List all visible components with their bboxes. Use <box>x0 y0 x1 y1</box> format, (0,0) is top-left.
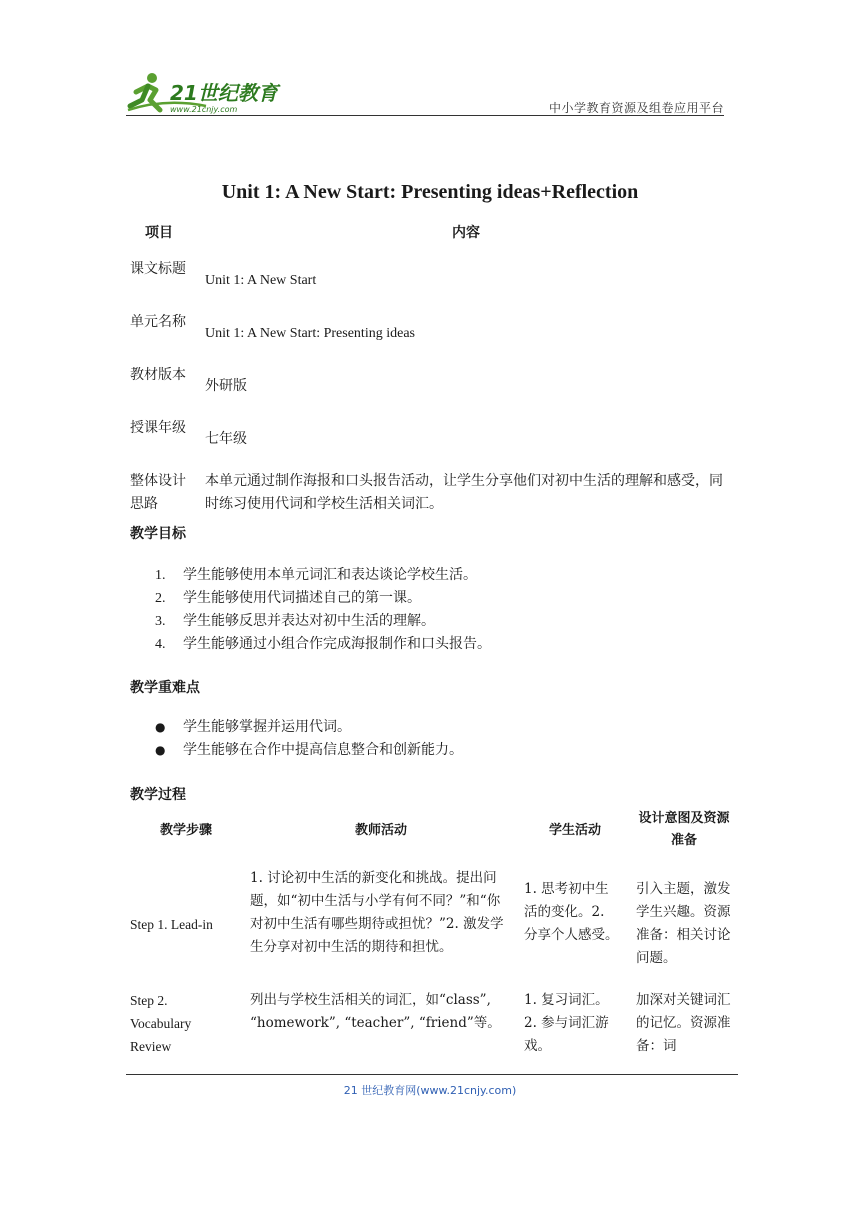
process-header-student: 学生活动 <box>548 823 601 838</box>
info-label-edition: 教材版本 <box>130 367 186 383</box>
info-value-grade: 七年级 <box>205 431 247 447</box>
process-purpose-2: 加深对关键词汇的记忆。资源准备：词 <box>636 992 731 1054</box>
list-number: 2. <box>155 591 166 606</box>
info-header-item: 项目 <box>145 225 173 241</box>
list-text: 学生能够在合作中提高信息整合和创新能力。 <box>183 742 463 758</box>
list-number: 3. <box>155 614 166 629</box>
list-number: 4. <box>155 637 166 652</box>
list-text: 学生能够掌握并运用代词。 <box>183 719 351 735</box>
process-teacher-1: 1. 讨论初中生活的新变化和挑战。提出问题，如“初中生活与小学有何不同？”和“你对初中生活有哪些期待或担忧？”2. 激发学生分享对初中生活的期待和担忧。 <box>250 870 504 955</box>
list-item <box>155 717 351 737</box>
process-header-teacher: 教师活动 <box>354 823 407 838</box>
logo-text: 21世纪教育 <box>170 81 278 105</box>
bullet-icon: ● <box>155 720 166 734</box>
runner-logo-icon <box>126 70 296 116</box>
process-header-purpose: 设计意图及资源准备 <box>638 811 730 848</box>
info-label-unit: 单元名称 <box>130 314 186 330</box>
list-item <box>155 565 477 586</box>
process-heading: 教学过程 <box>130 787 186 803</box>
info-label-design: 整体设计思路 <box>130 473 186 512</box>
process-student-2: 1. 复习词汇。2. 参与词汇游戏。 <box>524 992 609 1054</box>
list-text: 学生能够使用代词描述自己的第一课。 <box>183 590 421 606</box>
process-step-2: Step 2. Vocabulary Review <box>130 993 192 1054</box>
list-item <box>155 588 421 609</box>
process-purpose-1: 引入主题，激发学生兴趣。资源准备：相关讨论问题。 <box>636 881 731 966</box>
info-value-title: Unit 1: A New Start <box>205 273 317 288</box>
list-item <box>155 740 463 760</box>
platform-name: 中小学教育资源及组卷应用平台 <box>548 101 724 115</box>
list-text: 学生能够反思并表达对初中生活的理解。 <box>183 613 435 629</box>
info-value-edition: 外研版 <box>205 378 247 394</box>
process-step-1: Step 1. Lead-in <box>130 917 213 932</box>
list-item <box>155 634 491 655</box>
info-value-unit: Unit 1: A New Start: Presenting ideas <box>205 326 415 341</box>
document-title: Unit 1: A New Start: Presenting ideas+Reflection <box>221 181 639 203</box>
objectives-heading: 教学目标 <box>130 526 186 542</box>
footer-link[interactable]: 21 世纪教育网(www.21cnjy.com) <box>343 1084 517 1097</box>
info-label-grade: 授课年级 <box>130 420 186 436</box>
list-number: 1. <box>155 568 166 583</box>
list-item <box>155 611 435 632</box>
process-student-1: 1. 思考初中生活的变化。2. 分享个人感受。 <box>524 881 619 943</box>
process-teacher-2: 列出与学校生活相关的词汇，如“class”, “homework”, “teacher”, “friend”等。 <box>250 992 501 1031</box>
list-text: 学生能够通过小组合作完成海报制作和口头报告。 <box>183 636 491 652</box>
list-text: 学生能够使用本单元词汇和表达谈论学校生活。 <box>183 567 477 583</box>
bullet-icon: ● <box>155 743 166 757</box>
process-header-step: 教学步骤 <box>159 823 212 838</box>
logo-url: www.21cnjy.com <box>170 105 238 114</box>
footer-divider <box>126 1074 738 1075</box>
info-value-design: 本单元通过制作海报和口头报告活动，让学生分享他们对初中生活的理解和感受，同时练习使用代词和学校生活相关词汇。 <box>205 473 723 512</box>
site-logo <box>126 70 296 116</box>
header-divider <box>126 115 724 116</box>
info-label-title: 课文标题 <box>130 261 186 277</box>
info-header-content: 内容 <box>452 225 480 241</box>
key-points-heading: 教学重难点 <box>130 680 200 696</box>
